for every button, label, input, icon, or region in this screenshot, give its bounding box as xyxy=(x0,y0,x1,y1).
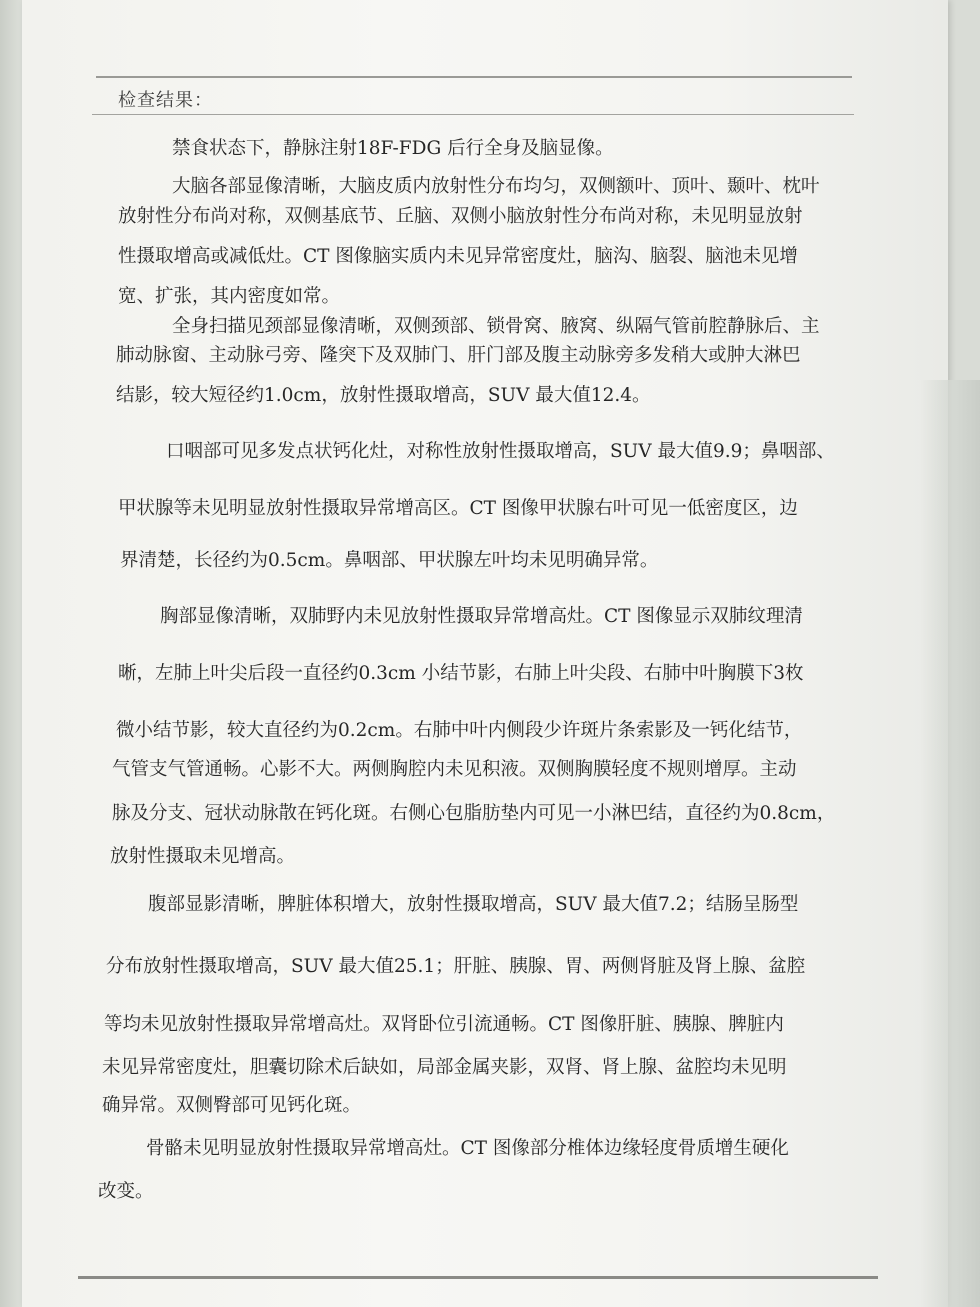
text-line: 分布放射性摄取增高，SUV 最大值25.1；肝脏、胰腺、胃、两侧肾脏及肾上腺、盆腔 xyxy=(106,956,806,977)
text-line: 结影，较大短径约1.0cm，放射性摄取增高，SUV 最大值12.4。 xyxy=(116,385,651,406)
text-line: 放射性摄取未见增高。 xyxy=(110,846,296,867)
text-line: 甲状腺等未见明显放射性摄取异常增高区。CT 图像甲状腺右叶可见一低密度区，边 xyxy=(118,498,798,519)
page-edge-shadow xyxy=(920,380,980,1307)
footer-rule xyxy=(78,1276,878,1279)
text-line: 晰，左肺上叶尖后段一直径约0.3cm 小结节影，右肺上叶尖段、右肺中叶胸膜下3枚 xyxy=(118,663,804,684)
text-line: 宽、扩张，其内密度如常。 xyxy=(118,286,341,307)
text-line: 口咽部可见多发点状钙化灶，对称性放射性摄取增高，SUV 最大值9.9；鼻咽部、 xyxy=(166,441,835,462)
text-line: 骨骼未见明显放射性摄取异常增高灶。CT 图像部分椎体边缘轻度骨质增生硬化 xyxy=(146,1138,789,1159)
text-line: 微小结节影，较大直径约为0.2cm。右肺中叶内侧段少许斑片条索影及一钙化结节， xyxy=(116,720,803,741)
text-line: 界清楚，长径约为0.5cm。鼻咽部、甲状腺左叶均未见明确异常。 xyxy=(120,550,659,571)
text-line: 气管支气管通畅。心影不大。两侧胸腔内未见积液。双侧胸膜轻度不规则增厚。主动 xyxy=(112,759,797,780)
text-line: 未见异常密度灶，胆囊切除术后缺如，局部金属夹影，双肾、肾上腺、盆腔均未见明 xyxy=(102,1057,787,1078)
text-line: 等均未见放射性摄取异常增高灶。双肾卧位引流通畅。CT 图像肝脏、胰腺、脾脏内 xyxy=(104,1014,784,1035)
text-line: 禁食状态下，静脉注射18F-FDG 后行全身及脑显像。 xyxy=(172,138,614,159)
text-line: 大脑各部显像清晰，大脑皮质内放射性分布均匀，双侧额叶、顶叶、颞叶、枕叶 xyxy=(172,176,820,197)
text-line: 肺动脉窗、主动脉弓旁、隆突下及双肺门、肝门部及腹主动脉旁多发稍大或肿大淋巴 xyxy=(116,345,801,366)
text-line: 全身扫描见颈部显像清晰，双侧颈部、锁骨窝、腋窝、纵隔气管前腔静脉后、主 xyxy=(172,316,820,337)
text-line: 放射性分布尚对称，双侧基底节、丘脑、双侧小脑放射性分布尚对称，未见明显放射 xyxy=(118,206,803,227)
header-rule-top xyxy=(96,76,852,78)
text-line: 性摄取增高或减低灶。CT 图像脑实质内未见异常密度灶，脑沟、脑裂、脑池未见增 xyxy=(118,246,798,267)
section-title: 检查结果： xyxy=(118,90,213,111)
text-line: 脉及分支、冠状动脉散在钙化斑。右侧心包脂肪垫内可见一小淋巴结，直径约为0.8cm， xyxy=(112,803,836,824)
text-line: 腹部显影清晰，脾脏体积增大，放射性摄取增高，SUV 最大值7.2；结肠呈肠型 xyxy=(148,894,799,915)
text-line: 改变。 xyxy=(98,1181,154,1202)
text-line: 确异常。双侧臀部可见钙化斑。 xyxy=(102,1095,362,1116)
header-rule-bottom xyxy=(92,114,854,115)
text-line: 胸部显像清晰，双肺野内未见放射性摄取异常增高灶。CT 图像显示双肺纹理清 xyxy=(160,606,803,627)
